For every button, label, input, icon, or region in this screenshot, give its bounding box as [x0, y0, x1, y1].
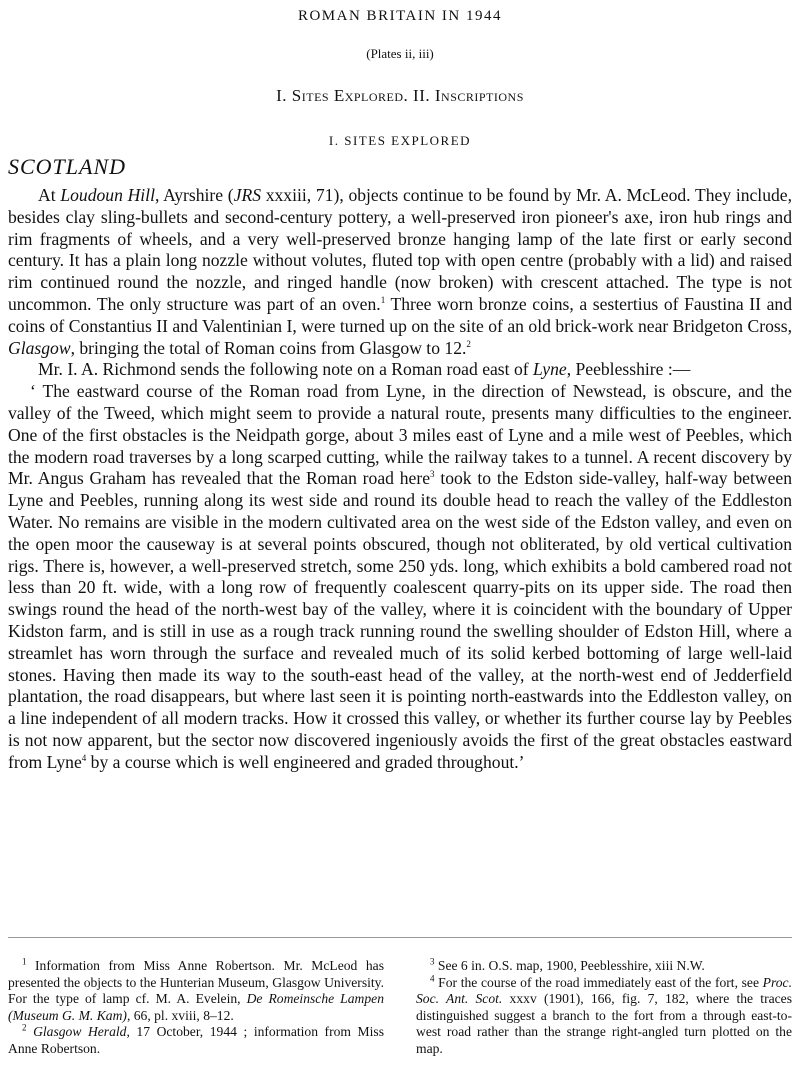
footnote-2: [8, 1024, 384, 1057]
text-run: , Ayrshire (: [154, 185, 234, 205]
footnote-mark: 1: [22, 956, 27, 967]
footnote-ref[interactable]: 4: [81, 752, 87, 763]
footnote-ref[interactable]: 2: [466, 338, 471, 349]
paragraph-loudoun-hill: [8, 185, 792, 359]
cited-title: Glasgow Herald: [33, 1024, 127, 1039]
footnote-3: [416, 958, 792, 975]
text-run: xxxiii, 71), objects continue to be found by Mr. A. McLeod. They include, besides clay sling-bullets and second-century pottery, a well-preserved iron pioneer's axe, iron hub rings and rim fragments of wheels, and a very well-preserved bronze hanging lamp of the late first or early second century. It has a plain long nozzle without volutes, fluted top with open centre (probably with a lid) and raised rim continued round the nozzle, and ringed handle (now broken) with crescent attached. The type is not uncommon. The only structure was part of an oven.: [8, 185, 792, 314]
footnote-mark: 4: [430, 972, 435, 983]
cited-title: De Romeinsche Lampen (Museum G. M. Kam): [8, 991, 384, 1023]
text-run: took to the Edston side-valley, half-way between Lyne and Peebles, running along its west side and round its double head to reach the valley of the Eddleston Water. No remains are visible in the modern cultivated area on the west side of the Edston valley, and even on the open moor the causeway is at several points obscured, though not obliterated, by old vertical cultivation rigs. There is, however, a well-preserved stretch, some 250 yds. long, which exhibits a bold cambered road not less than 20 ft. wide, with a long row of frequently coalescent quarry-pits on its upper side. The road then swings round the head of the north-west bay of the valley, where it is coincident with the boundary of Upper Kidston farm, and is still in use as a rough track running round the swelling shoulder of Edston Hill, where a streamlet has worn through the surface and revealed much of its solid kerbed bottoming of large well-laid stones. Having then made its way to the south-east head of the valley, at the north-west end of Jedderfield plantation, the road disappears, but where last seen it is pointing north-eastwards into the Eddleston valley, on a line independent of all modern tracks. How it crossed this valley, or whether its further course lay by Peebles is not now apparent, but the sector now discovered ingeniously avoids the first of the great obstacles eastward from Lyne: [8, 468, 793, 772]
footnote-ref[interactable]: 1: [380, 295, 386, 306]
footnote-4: [416, 972, 793, 1058]
text-run: xxxv (1901), 166, fig. 7, 182, where the traces distinguished suggest a branch to the fort from a through east-to-west road rather than the strange right-angled turn plotted on the map.: [416, 991, 793, 1056]
text-run: by a course which is well engineered and graded throughout.’: [86, 751, 525, 772]
body-text: [8, 185, 792, 774]
section-heading: I. SITES EXPLORED: [328, 133, 472, 148]
text-run: For the course of the road immediately east of the fort, see: [434, 974, 763, 990]
text-run: Three worn bronze coins, a sestertius of Faustina II and coins of Constantius II and Valentinian I, were turned up on the site of an old brick-work near Bridgeton Cross,: [8, 293, 792, 336]
text-run: , 66, pl. xviii, 8–12.: [126, 1007, 234, 1023]
site-name: Glasgow: [8, 337, 71, 358]
text-run: Information from Miss Anne Robertson. Mr. McLeod has presented the objects to the Hunterian Museum, Glasgow University. For the type of lamp cf. M. A. Evelein,: [8, 958, 384, 1006]
text-run: , bringing the total of Roman coins from Glasgow to 12.: [70, 337, 467, 358]
running-head: ROMAN BRITAIN IN 1944: [297, 8, 503, 24]
site-name: Lyne: [533, 359, 567, 380]
contents-line: I. Sites Explored. II. Inscriptions: [276, 86, 524, 105]
plates-note: (Plates ii, iii): [366, 46, 434, 61]
footnote-column-right: [416, 958, 792, 1057]
footnote-mark: 2: [22, 1022, 27, 1033]
footnote-ref[interactable]: 3: [430, 469, 435, 480]
paragraph-road-note: [8, 381, 792, 773]
text-run: At: [38, 185, 61, 205]
region-heading: SCOTLAND: [8, 154, 127, 179]
footnote-1: [8, 958, 384, 1024]
text-run: , 17 October, 1944 ; information from Miss Anne Robertson.: [8, 1024, 384, 1056]
footnote-rule: [8, 937, 792, 938]
footnote-column-left: [8, 958, 384, 1057]
journal-abbrev: JRS: [233, 185, 261, 205]
text-run: , Peeblesshire :—: [566, 359, 691, 380]
site-name: Loudoun Hill: [60, 185, 155, 205]
cited-title: Proc. Soc. Ant. Scot.: [416, 974, 792, 1006]
text-run: Mr. I. A. Richmond sends the following note on a Roman road east of: [38, 359, 533, 380]
text-run: See 6 in. O.S. map, 1900, Peeblesshire, xiii N.W.: [434, 958, 705, 973]
paragraph-richmond-intro: [8, 359, 792, 381]
footnote-mark: 3: [430, 956, 435, 967]
text-run: ‘ The eastward course of the Roman road from Lyne, in the direction of Newstead, is obscure, and the valley of the Tweed, which might seem to provide a natural route, presents many difficulties to the engineer. One of the first obstacles is the Neidpath gorge, about 3 miles east of Lyne and a mile west of Peebles, which the modern road traverses by a long scarped cutting, while the railway takes to a tunnel. A recent discovery by Mr. Angus Graham has revealed that the Roman road here: [8, 381, 792, 489]
